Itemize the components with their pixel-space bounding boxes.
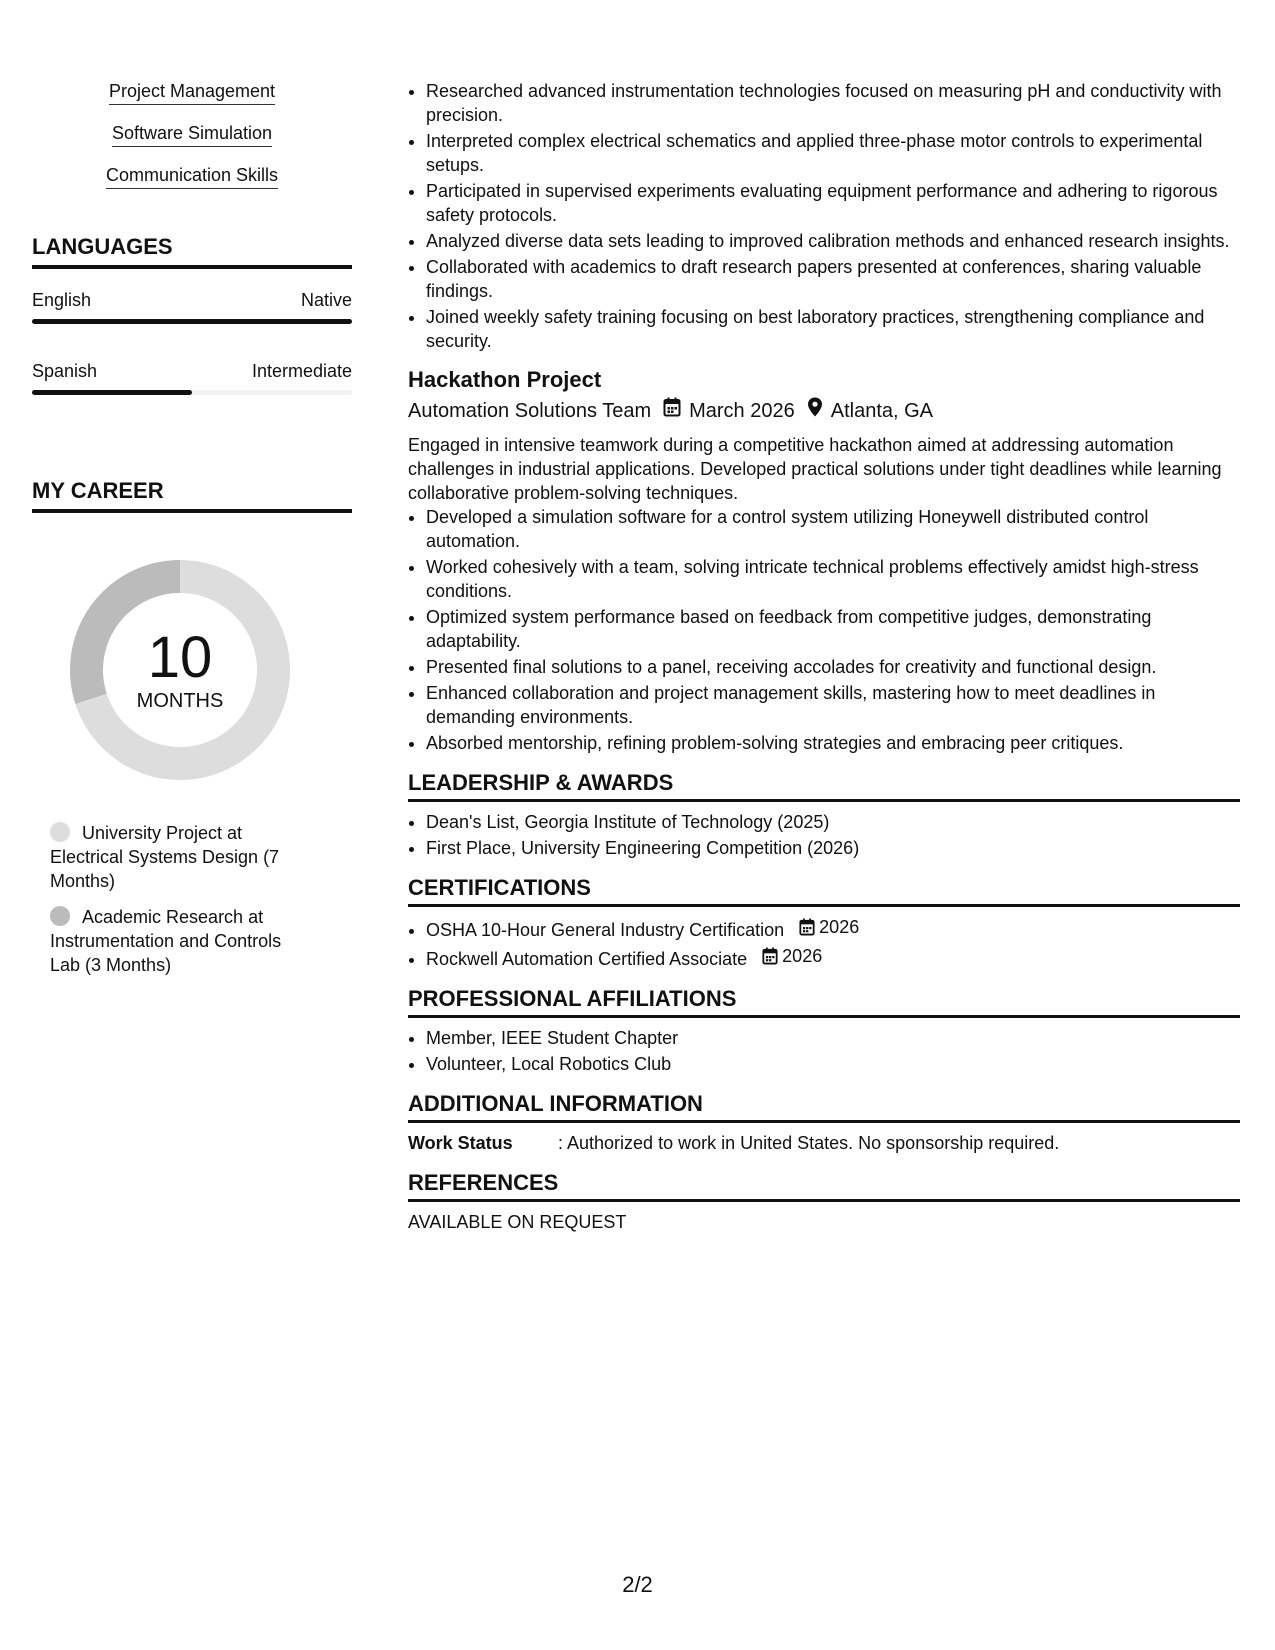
legend-dot	[50, 906, 70, 926]
list-item: • Enhanced collaboration and project management skills, mastering how to meet deadlines in demanding environments.	[426, 681, 1240, 729]
leadership-heading: LEADERSHIP & AWARDS	[408, 769, 1240, 802]
language-bar	[32, 390, 352, 395]
job-date: March 2026	[689, 400, 795, 422]
list-item	[426, 915, 1240, 942]
left-column	[32, 80, 352, 989]
list-item	[426, 944, 1240, 971]
affiliations-list	[408, 1026, 1240, 1076]
language-name: English	[32, 290, 92, 310]
career-legend	[50, 821, 300, 977]
list-item: • Dean's List, Georgia Institute of Technology (2025)	[426, 810, 1240, 834]
language-row	[32, 289, 352, 311]
work-status-label: Work Status	[408, 1133, 513, 1153]
certifications-heading: CERTIFICATIONS	[408, 874, 1240, 907]
language-name: Spanish	[32, 361, 98, 381]
list-item: • Joined weekly safety training focusing on best laboratory practices, strengthening compliance and security.	[426, 305, 1240, 353]
references-text: AVAILABLE ON REQUEST	[408, 1212, 627, 1232]
donut-center	[65, 555, 295, 785]
references-heading: REFERENCES	[408, 1169, 1240, 1202]
job-org: Automation Solutions Team	[408, 400, 652, 422]
job-location: Atlanta, GA	[830, 400, 934, 422]
list-item: • First Place, University Engineering Competition (2026)	[426, 836, 1240, 860]
list-item: • Interpreted complex electrical schematics and applied three-phase motor controls to experimental setups.	[426, 129, 1240, 177]
list-item: • Presented final solutions to a panel, receiving accolades for creativity and functional design.	[426, 655, 1240, 679]
list-item: • Collaborated with academics to draft research papers presented at conferences, sharing valuable findings.	[426, 255, 1240, 303]
cert-year: 2026	[762, 944, 822, 968]
calendar-icon	[663, 397, 681, 425]
career-total-unit: MONTHS	[136, 690, 224, 712]
page-number: 2/2	[622, 1572, 653, 1597]
work-status-value: : Authorized to work in United States. No sponsorship required.	[558, 1133, 1060, 1153]
list-item: • Worked cohesively with a team, solving intricate technical problems effectively amidst high-stress conditions.	[426, 555, 1240, 603]
work-status-row	[408, 1131, 1240, 1155]
calendar-icon	[799, 918, 815, 936]
career-legend-item: University Project at Electrical Systems Design (7 Months)	[50, 823, 280, 891]
location-pin-icon	[807, 397, 823, 425]
job-description: Engaged in intensive teamwork during a competitive hackathon aimed at addressing automation challenges in industrial applications. Developed practical solutions under tight deadlines while learning collaborative problem-solving techniques.	[408, 435, 1222, 503]
languages-heading: LANGUAGES	[32, 233, 352, 269]
list-item: • Volunteer, Local Robotics Club	[426, 1052, 1240, 1076]
research-bullets	[408, 79, 1240, 353]
career-donut-chart	[65, 555, 295, 785]
job-meta	[408, 397, 1240, 425]
skill-item: Software Simulation	[32, 122, 352, 147]
cert-name: Rockwell Automation Certified Associate	[426, 949, 748, 969]
career-legend-item: Academic Research at Instrumentation and Controls Lab (3 Months)	[50, 907, 282, 975]
language-row	[32, 360, 352, 382]
right-column	[408, 79, 1240, 1234]
legend-dot	[50, 822, 70, 842]
skill-item: Communication Skills	[32, 164, 352, 189]
career-heading: MY CAREER	[32, 477, 352, 513]
hackathon-bullets	[408, 505, 1240, 755]
list-item: • Developed a simulation software for a control system utilizing Honeywell distributed control automation.	[426, 505, 1240, 553]
list-item: • Absorbed mentorship, refining problem-solving strategies and embracing peer critiques.	[426, 731, 1240, 755]
list-item: • Analyzed diverse data sets leading to improved calibration methods and enhanced research insights.	[426, 229, 1240, 253]
skills-list	[32, 80, 352, 189]
language-bar-fill	[32, 390, 192, 395]
skill-item: Project Management	[32, 80, 352, 105]
certifications-list	[408, 915, 1240, 971]
list-item: • Member, IEEE Student Chapter	[426, 1026, 1240, 1050]
career-total-number: 10	[147, 625, 213, 690]
language-bar-fill	[32, 319, 352, 324]
leadership-list	[408, 810, 1240, 860]
cert-year: 2026	[799, 915, 859, 939]
language-level: Intermediate	[251, 361, 352, 381]
cert-name: OSHA 10-Hour General Industry Certification	[426, 920, 785, 940]
additional-info-heading: ADDITIONAL INFORMATION	[408, 1090, 1240, 1123]
list-item: • Participated in supervised experiments evaluating equipment performance and adhering to rigorous safety protocols.	[426, 179, 1240, 227]
list-item: • Optimized system performance based on feedback from competitive judges, demonstrating adaptability.	[426, 605, 1240, 653]
list-item: • Researched advanced instrumentation technologies focused on measuring pH and conductivity with precision.	[426, 79, 1240, 127]
language-bar	[32, 319, 352, 324]
affiliations-heading: PROFESSIONAL AFFILIATIONS	[408, 985, 1240, 1018]
job-title: Hackathon Project	[408, 367, 602, 392]
language-level: Native	[300, 290, 352, 310]
calendar-icon	[762, 947, 778, 965]
